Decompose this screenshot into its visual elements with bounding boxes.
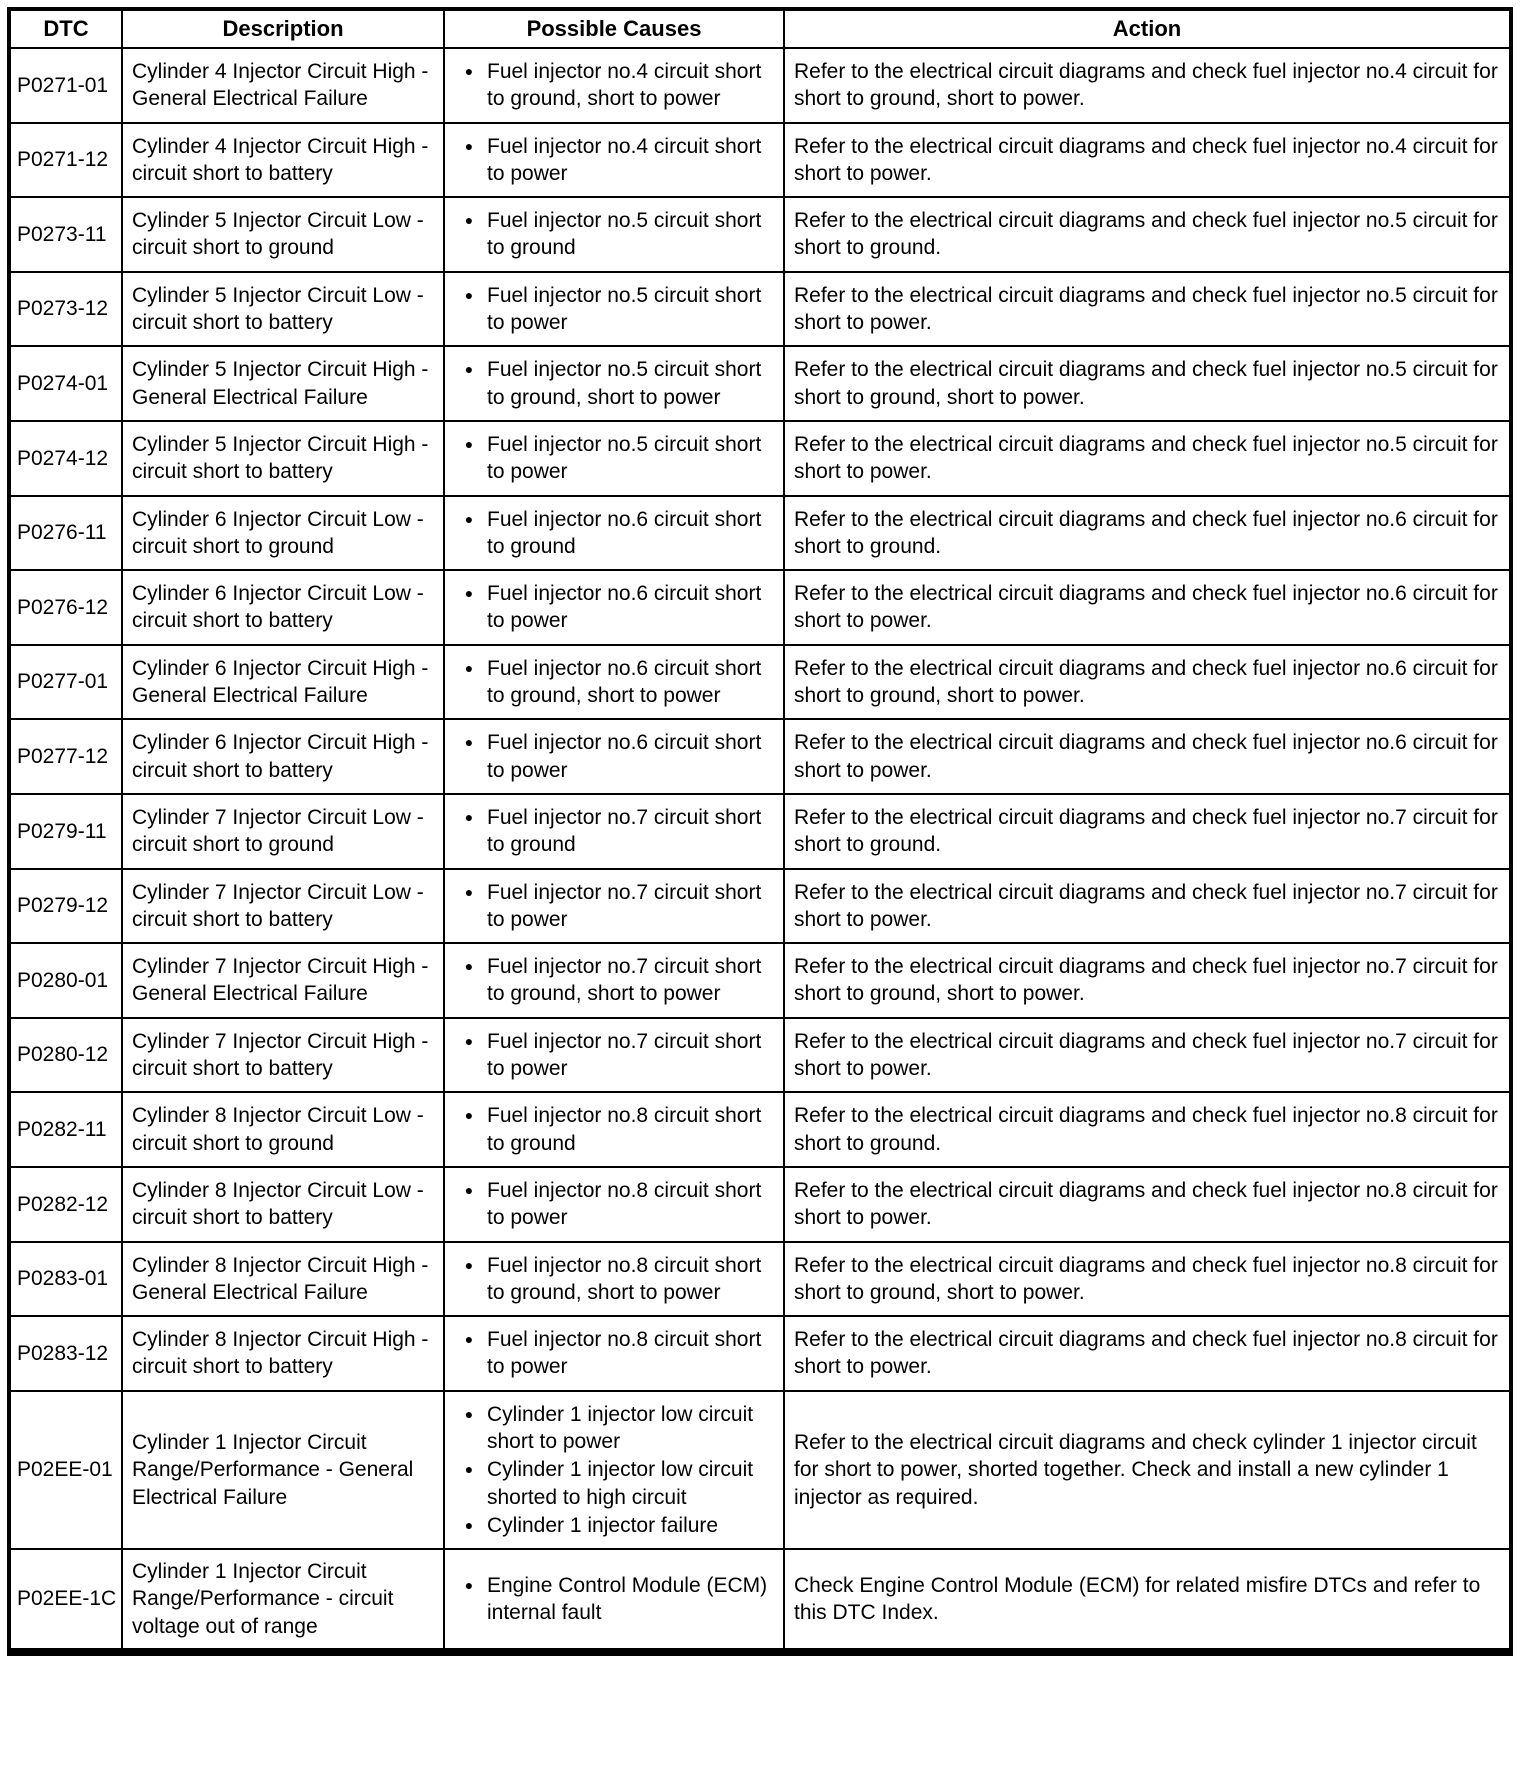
table-row bbox=[9, 1167, 1511, 1242]
description-cell: Cylinder 8 Injector Circuit Low - circuit short to battery bbox=[122, 1167, 444, 1242]
cause-item bbox=[449, 1252, 779, 1307]
possible-causes-cell bbox=[444, 869, 784, 944]
cause-text: Fuel injector no.8 circuit short to ground bbox=[487, 1104, 762, 1155]
dtc-code-cell: P0274-12 bbox=[9, 421, 122, 496]
cause-text: Fuel injector no.8 circuit short to power bbox=[487, 1328, 762, 1379]
dtc-code-cell: P0280-12 bbox=[9, 1018, 122, 1093]
column-header-possible-causes: Possible Causes bbox=[444, 9, 784, 48]
dtc-code-cell: P0283-01 bbox=[9, 1242, 122, 1317]
cause-text: Fuel injector no.8 circuit short to ground, short to power bbox=[487, 1253, 762, 1304]
action-cell: Refer to the electrical circuit diagrams and check fuel injector no.4 circuit for short to power. bbox=[784, 123, 1511, 198]
cause-item bbox=[449, 1102, 779, 1157]
dtc-code-cell: P0277-12 bbox=[9, 719, 122, 794]
table-row bbox=[9, 346, 1511, 421]
dtc-code-cell: P0282-12 bbox=[9, 1167, 122, 1242]
description-cell: Cylinder 8 Injector Circuit High - circuit short to battery bbox=[122, 1316, 444, 1391]
cause-item bbox=[449, 655, 779, 710]
description-cell: Cylinder 6 Injector Circuit High - General Electrical Failure bbox=[122, 645, 444, 720]
description-cell: Cylinder 1 Injector Circuit Range/Performance - General Electrical Failure bbox=[122, 1391, 444, 1549]
bullet-icon: ● bbox=[464, 137, 474, 154]
action-cell: Refer to the electrical circuit diagrams and check fuel injector no.4 circuit for short to ground, short to power. bbox=[784, 48, 1511, 123]
cause-text: Engine Control Module (ECM) internal fault bbox=[487, 1573, 768, 1625]
action-cell: Refer to the electrical circuit diagrams and check fuel injector no.7 circuit for short to power. bbox=[784, 1018, 1511, 1093]
cause-text: Fuel injector no.6 circuit short to power bbox=[487, 582, 762, 633]
bullet-icon: ● bbox=[464, 958, 474, 975]
table-row bbox=[9, 197, 1511, 272]
description-cell: Cylinder 6 Injector Circuit Low - circuit short to ground bbox=[122, 496, 444, 571]
cause-item bbox=[449, 1456, 779, 1511]
table-row bbox=[9, 1391, 1511, 1549]
bullet-icon: ● bbox=[464, 435, 474, 452]
table-row bbox=[9, 1242, 1511, 1317]
cause-text: Fuel injector no.6 circuit short to ground bbox=[487, 507, 762, 558]
bullet-icon: ● bbox=[464, 1032, 474, 1049]
dtc-code-cell: P0273-12 bbox=[9, 272, 122, 347]
bullet-icon: ● bbox=[464, 1256, 474, 1273]
bullet-icon: ● bbox=[464, 1576, 474, 1593]
cause-text: Fuel injector no.4 circuit short to ground, short to power bbox=[487, 60, 762, 111]
cause-item bbox=[449, 1028, 779, 1083]
cause-text: Fuel injector no.5 circuit short to power bbox=[487, 432, 762, 484]
table-row bbox=[9, 48, 1511, 123]
action-cell: Refer to the electrical circuit diagrams and check fuel injector no.8 circuit for short to power. bbox=[784, 1167, 1511, 1242]
possible-causes-cell bbox=[444, 1391, 784, 1549]
dtc-code-cell: P02EE-01 bbox=[9, 1391, 122, 1549]
table-row bbox=[9, 1092, 1511, 1167]
cause-item bbox=[449, 729, 779, 784]
table-row bbox=[9, 645, 1511, 720]
description-cell: Cylinder 6 Injector Circuit High - circuit short to battery bbox=[122, 719, 444, 794]
cause-item bbox=[449, 1177, 779, 1232]
description-cell: Cylinder 8 Injector Circuit High - General Electrical Failure bbox=[122, 1242, 444, 1317]
dtc-code-cell: P0271-12 bbox=[9, 123, 122, 198]
header-row bbox=[9, 9, 1511, 48]
action-cell: Refer to the electrical circuit diagrams and check fuel injector no.6 circuit for short to power. bbox=[784, 570, 1511, 645]
cause-item bbox=[449, 133, 779, 188]
dtc-code-cell: P0283-12 bbox=[9, 1316, 122, 1391]
action-cell: Refer to the electrical circuit diagrams and check fuel injector no.6 circuit for short to ground. bbox=[784, 496, 1511, 571]
bullet-icon: ● bbox=[464, 510, 474, 527]
dtc-code-cell: P0279-11 bbox=[9, 794, 122, 869]
description-cell: Cylinder 4 Injector Circuit High - circuit short to battery bbox=[122, 123, 444, 198]
bullet-icon: ● bbox=[464, 63, 474, 79]
table-row bbox=[9, 123, 1511, 198]
possible-causes-cell bbox=[444, 1167, 784, 1242]
cause-text: Fuel injector no.7 circuit short to power bbox=[487, 880, 762, 931]
description-cell: Cylinder 4 Injector Circuit High - General Electrical Failure bbox=[122, 48, 444, 123]
description-cell: Cylinder 7 Injector Circuit Low - circuit short to battery bbox=[122, 869, 444, 944]
cause-item bbox=[449, 356, 779, 411]
description-cell: Cylinder 7 Injector Circuit High - circuit short to battery bbox=[122, 1018, 444, 1093]
description-cell: Cylinder 5 Injector Circuit High - circuit short to battery bbox=[122, 421, 444, 496]
cause-item bbox=[449, 1572, 779, 1627]
column-header-description: Description bbox=[122, 9, 444, 48]
dtc-code-cell: P0279-12 bbox=[9, 869, 122, 944]
possible-causes-cell bbox=[444, 1316, 784, 1391]
action-cell: Refer to the electrical circuit diagrams and check cylinder 1 injector circuit for short to power, shorted together. Check and install a new cylinder 1 injector as required. bbox=[784, 1391, 1511, 1549]
cause-item bbox=[449, 506, 779, 561]
dtc-code-cell: P02EE-1C bbox=[9, 1549, 122, 1652]
table-row bbox=[9, 794, 1511, 869]
dtc-index-table bbox=[7, 7, 1513, 1656]
action-cell: Refer to the electrical circuit diagrams and check fuel injector no.5 circuit for short to ground. bbox=[784, 197, 1511, 272]
cause-text: Cylinder 1 injector failure bbox=[487, 1513, 719, 1537]
action-cell: Check Engine Control Module (ECM) for related misfire DTCs and refer to this DTC Index. bbox=[784, 1549, 1511, 1652]
possible-causes-cell bbox=[444, 645, 784, 720]
possible-causes-cell bbox=[444, 48, 784, 123]
dtc-code-cell: P0277-01 bbox=[9, 645, 122, 720]
action-cell: Refer to the electrical circuit diagrams and check fuel injector no.8 circuit for short to ground, short to power. bbox=[784, 1242, 1511, 1317]
action-cell: Refer to the electrical circuit diagrams and check fuel injector no.8 circuit for short to power. bbox=[784, 1316, 1511, 1391]
column-header-dtc: DTC bbox=[9, 9, 122, 48]
possible-causes-cell bbox=[444, 1549, 784, 1652]
possible-causes-cell bbox=[444, 1242, 784, 1317]
bullet-icon: ● bbox=[464, 883, 474, 900]
action-cell: Refer to the electrical circuit diagrams and check fuel injector no.8 circuit for short to ground. bbox=[784, 1092, 1511, 1167]
cause-item bbox=[449, 953, 779, 1008]
action-cell: Refer to the electrical circuit diagrams and check fuel injector no.7 circuit for short to ground, short to power. bbox=[784, 943, 1511, 1018]
table-row bbox=[9, 421, 1511, 496]
description-cell: Cylinder 7 Injector Circuit Low - circuit short to ground bbox=[122, 794, 444, 869]
cause-text: Fuel injector no.4 circuit short to power bbox=[487, 134, 762, 185]
cause-text: Fuel injector no.7 circuit short to ground, short to power bbox=[487, 955, 762, 1006]
dtc-code-cell: P0282-11 bbox=[9, 1092, 122, 1167]
action-cell: Refer to the electrical circuit diagrams and check fuel injector no.7 circuit for short to power. bbox=[784, 869, 1511, 944]
possible-causes-cell bbox=[444, 943, 784, 1018]
table-row bbox=[9, 1549, 1511, 1652]
action-cell: Refer to the electrical circuit diagrams and check fuel injector no.5 circuit for short to ground, short to power. bbox=[784, 346, 1511, 421]
bullet-icon: ● bbox=[464, 286, 474, 303]
cause-text: Fuel injector no.7 circuit short to ground bbox=[487, 805, 762, 857]
action-cell: Refer to the electrical circuit diagrams and check fuel injector no.5 circuit for short to power. bbox=[784, 272, 1511, 347]
possible-causes-cell bbox=[444, 272, 784, 347]
cause-text: Fuel injector no.5 circuit short to ground, short to power bbox=[487, 358, 762, 409]
possible-causes-cell bbox=[444, 719, 784, 794]
table-row bbox=[9, 719, 1511, 794]
dtc-code-cell: P0273-11 bbox=[9, 197, 122, 272]
cause-item bbox=[449, 58, 779, 113]
description-cell: Cylinder 6 Injector Circuit Low - circuit short to battery bbox=[122, 570, 444, 645]
action-cell: Refer to the electrical circuit diagrams and check fuel injector no.7 circuit for short to ground. bbox=[784, 794, 1511, 869]
bullet-icon: ● bbox=[464, 1331, 474, 1348]
possible-causes-cell bbox=[444, 1092, 784, 1167]
bullet-icon: ● bbox=[464, 1181, 474, 1198]
bullet-icon: ● bbox=[464, 585, 474, 602]
description-cell: Cylinder 5 Injector Circuit High - General Electrical Failure bbox=[122, 346, 444, 421]
action-cell: Refer to the electrical circuit diagrams and check fuel injector no.5 circuit for short to power. bbox=[784, 421, 1511, 496]
table-row bbox=[9, 1018, 1511, 1093]
description-cell: Cylinder 8 Injector Circuit Low - circuit short to ground bbox=[122, 1092, 444, 1167]
bullet-icon: ● bbox=[464, 1461, 474, 1478]
dtc-code-cell: P0276-12 bbox=[9, 570, 122, 645]
cause-text: Fuel injector no.5 circuit short to power bbox=[487, 283, 762, 335]
dtc-code-cell: P0274-01 bbox=[9, 346, 122, 421]
table-row bbox=[9, 869, 1511, 944]
bullet-icon: ● bbox=[464, 808, 474, 825]
possible-causes-cell bbox=[444, 346, 784, 421]
possible-causes-cell bbox=[444, 123, 784, 198]
table-row bbox=[9, 496, 1511, 571]
description-cell: Cylinder 7 Injector Circuit High - General Electrical Failure bbox=[122, 943, 444, 1018]
bullet-icon: ● bbox=[464, 212, 474, 229]
description-cell: Cylinder 5 Injector Circuit Low - circuit short to battery bbox=[122, 272, 444, 347]
action-cell: Refer to the electrical circuit diagrams and check fuel injector no.6 circuit for short to ground, short to power. bbox=[784, 645, 1511, 720]
possible-causes-cell bbox=[444, 794, 784, 869]
cause-item bbox=[449, 1512, 779, 1539]
cause-item bbox=[449, 804, 779, 859]
cause-item bbox=[449, 580, 779, 635]
bullet-icon: ● bbox=[464, 1516, 474, 1533]
dtc-table-body bbox=[9, 48, 1511, 1652]
table-row bbox=[9, 1316, 1511, 1391]
description-cell: Cylinder 5 Injector Circuit Low - circuit short to ground bbox=[122, 197, 444, 272]
table-row bbox=[9, 272, 1511, 347]
cause-text: Fuel injector no.8 circuit short to power bbox=[487, 1178, 762, 1230]
cause-text: Fuel injector no.7 circuit short to power bbox=[487, 1029, 762, 1081]
cause-text: Cylinder 1 injector low circuit short to power bbox=[487, 1402, 754, 1453]
cause-item bbox=[449, 1326, 779, 1381]
bullet-icon: ● bbox=[464, 361, 474, 378]
possible-causes-cell bbox=[444, 421, 784, 496]
possible-causes-cell bbox=[444, 1018, 784, 1093]
bullet-icon: ● bbox=[464, 659, 474, 676]
column-header-action: Action bbox=[784, 9, 1511, 48]
dtc-code-cell: P0271-01 bbox=[9, 48, 122, 123]
cause-item bbox=[449, 431, 779, 486]
possible-causes-cell bbox=[444, 570, 784, 645]
bullet-icon: ● bbox=[464, 1405, 474, 1422]
bullet-icon: ● bbox=[464, 734, 474, 751]
cause-item bbox=[449, 1401, 779, 1456]
cause-item bbox=[449, 282, 779, 337]
description-cell: Cylinder 1 Injector Circuit Range/Performance - circuit voltage out of range bbox=[122, 1549, 444, 1652]
dtc-code-cell: P0276-11 bbox=[9, 496, 122, 571]
table-row bbox=[9, 570, 1511, 645]
bullet-icon: ● bbox=[464, 1107, 474, 1124]
possible-causes-cell bbox=[444, 197, 784, 272]
cause-text: Fuel injector no.6 circuit short to ground, short to power bbox=[487, 656, 762, 708]
cause-text: Cylinder 1 injector low circuit shorted to high circuit bbox=[487, 1458, 754, 1509]
cause-text: Fuel injector no.5 circuit short to ground bbox=[487, 209, 762, 260]
cause-item bbox=[449, 879, 779, 934]
possible-causes-cell bbox=[444, 496, 784, 571]
table-row bbox=[9, 943, 1511, 1018]
cause-text: Fuel injector no.6 circuit short to power bbox=[487, 731, 762, 782]
action-cell: Refer to the electrical circuit diagrams and check fuel injector no.6 circuit for short to power. bbox=[784, 719, 1511, 794]
dtc-code-cell: P0280-01 bbox=[9, 943, 122, 1018]
cause-item bbox=[449, 207, 779, 262]
